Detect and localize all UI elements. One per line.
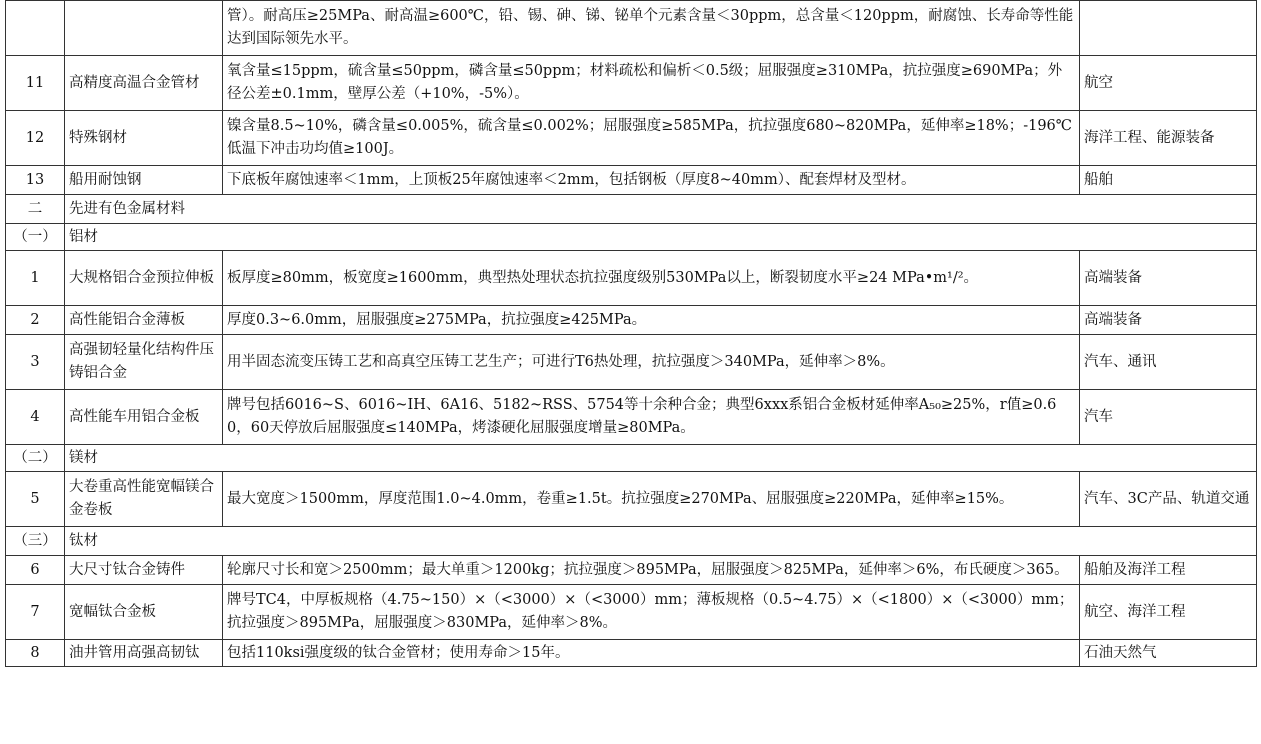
- material-name: 船用耐蚀钢: [65, 166, 223, 195]
- row-number: 12: [6, 111, 65, 166]
- specification: 氧含量≤15ppm，硫含量≤50ppm，磷含量≤50ppm；材料疏松和偏析＜0.5级；屈服强度≥310MPa，抗拉强度≥690MPa；外径公差±0.1mm，壁厚公差（+10%，-5%）。: [223, 56, 1080, 111]
- row-number: 1: [6, 251, 65, 306]
- row-number: 8: [6, 640, 65, 667]
- specification: 用半固态流变压铸工艺和高真空压铸工艺生产；可进行T6热处理，抗拉强度＞340MPa，延伸率＞8%。: [223, 335, 1080, 390]
- application-field: 石油天然气: [1080, 640, 1257, 667]
- application-field: [1080, 1, 1257, 56]
- specification: 镍含量8.5~10%，磷含量≤0.005%，硫含量≤0.002%；屈服强度≥585MPa，抗拉强度680~820MPa，延伸率≥18%；-196℃低温下冲击功均值≥100J。: [223, 111, 1080, 166]
- materials-table: [5, 0, 1257, 667]
- application-field: 汽车、通讯: [1080, 335, 1257, 390]
- specification: 最大宽度＞1500mm，厚度范围1.0~4.0mm，卷重≥1.5t。抗拉强度≥270MPa、屈服强度≥220MPa，延伸率≥15%。: [223, 472, 1080, 527]
- table-row: [6, 56, 1257, 111]
- material-name: 高性能铝合金薄板: [65, 306, 223, 335]
- material-name: 高精度高温合金管材: [65, 56, 223, 111]
- material-name: 特殊钢材: [65, 111, 223, 166]
- material-name: 大尺寸钛合金铸件: [65, 556, 223, 585]
- table-row: [6, 640, 1257, 667]
- row-number: 5: [6, 472, 65, 527]
- material-name: 高性能车用铝合金板: [65, 390, 223, 445]
- row-number: 3: [6, 335, 65, 390]
- table-row: [6, 1, 1257, 56]
- table-row: [6, 166, 1257, 195]
- application-field: 汽车: [1080, 390, 1257, 445]
- row-number: 11: [6, 56, 65, 111]
- table-row: [6, 585, 1257, 640]
- application-field: 汽车、3C产品、轨道交通: [1080, 472, 1257, 527]
- section-title: 先进有色金属材料: [65, 195, 1257, 224]
- application-field: 高端装备: [1080, 251, 1257, 306]
- row-number: [6, 1, 65, 56]
- table-row: [6, 111, 1257, 166]
- specification: 管）。耐高压≥25MPa、耐高温≥600℃，铅、锡、砷、锑、铋单个元素含量＜30ppm，总含量＜120ppm，耐腐蚀、长寿命等性能达到国际领先水平。: [223, 1, 1080, 56]
- table-row: [6, 390, 1257, 445]
- specification: 板厚度≥80mm，板宽度≥1600mm，典型热处理状态抗拉强度级别530MPa以上，断裂韧度水平≥24 MPa•m¹/²。: [223, 251, 1080, 306]
- table-row: [6, 306, 1257, 335]
- application-field: 高端装备: [1080, 306, 1257, 335]
- section-row: [6, 224, 1257, 251]
- application-field: 船舶及海洋工程: [1080, 556, 1257, 585]
- table-row: [6, 251, 1257, 306]
- section-number: （三）: [6, 527, 65, 556]
- section-title: 铝材: [65, 224, 1257, 251]
- application-field: 海洋工程、能源装备: [1080, 111, 1257, 166]
- section-number: （二）: [6, 445, 65, 472]
- specification: 厚度0.3~6.0mm，屈服强度≥275MPa，抗拉强度≥425MPa。: [223, 306, 1080, 335]
- section-title: 镁材: [65, 445, 1257, 472]
- table-row: [6, 472, 1257, 527]
- row-number: 4: [6, 390, 65, 445]
- application-field: 航空: [1080, 56, 1257, 111]
- section-row: [6, 527, 1257, 556]
- section-number: （一）: [6, 224, 65, 251]
- specification: 牌号TC4，中厚板规格（4.75~150）×（<3000）×（<3000）mm；薄板规格（0.5~4.75）×（<1800）×（<3000）mm；抗拉强度＞895MPa，屈服强度＞830MPa，延伸率＞8%。: [223, 585, 1080, 640]
- specification: 轮廓尺寸长和宽＞2500mm；最大单重＞1200kg；抗拉强度＞895MPa，屈服强度＞825MPa，延伸率＞6%，布氏硬度＞365。: [223, 556, 1080, 585]
- row-number: 7: [6, 585, 65, 640]
- table-row: [6, 556, 1257, 585]
- specification: 牌号包括6016~S、6016~IH、6A16、5182~RSS、5754等十余种合金；典型6xxx系铝合金板材延伸率A₅₀≥25%，r值≥0.60，60天停放后屈服强度≤140MPa，烤漆硬化屈服强度增量≥80MPa。: [223, 390, 1080, 445]
- application-field: 船舶: [1080, 166, 1257, 195]
- material-name: 大规格铝合金预拉伸板: [65, 251, 223, 306]
- material-name: 宽幅钛合金板: [65, 585, 223, 640]
- section-row: [6, 445, 1257, 472]
- specification: 包括110ksi强度级的钛合金管材；使用寿命＞15年。: [223, 640, 1080, 667]
- material-name: 油井管用高强高韧钛: [65, 640, 223, 667]
- section-title: 钛材: [65, 527, 1257, 556]
- materials-table-body: [6, 1, 1257, 667]
- material-name: [65, 1, 223, 56]
- section-number: 二: [6, 195, 65, 224]
- table-row: [6, 335, 1257, 390]
- section-row: [6, 195, 1257, 224]
- specification: 下底板年腐蚀速率＜1mm，上顶板25年腐蚀速率＜2mm，包括钢板（厚度8~40mm）、配套焊材及型材。: [223, 166, 1080, 195]
- application-field: 航空、海洋工程: [1080, 585, 1257, 640]
- material-name: 高强韧轻量化结构件压铸铝合金: [65, 335, 223, 390]
- material-name: 大卷重高性能宽幅镁合金卷板: [65, 472, 223, 527]
- row-number: 13: [6, 166, 65, 195]
- row-number: 2: [6, 306, 65, 335]
- row-number: 6: [6, 556, 65, 585]
